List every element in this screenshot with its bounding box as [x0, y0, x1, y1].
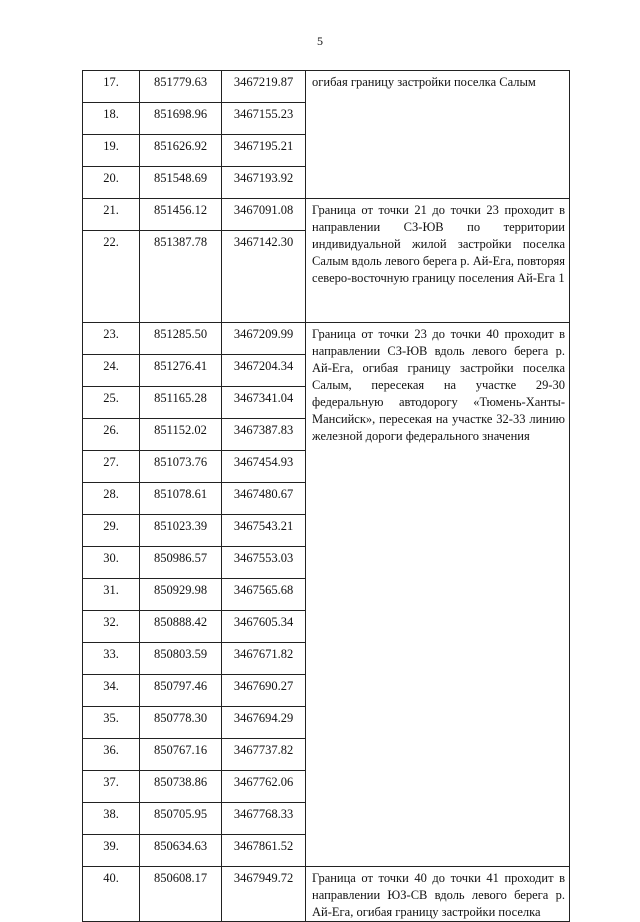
coord-y: 3467762.06 — [222, 771, 306, 803]
coord-y: 3467694.29 — [222, 707, 306, 739]
coord-y: 3467480.67 — [222, 483, 306, 515]
table-row — [83, 71, 570, 103]
coord-x: 851285.50 — [140, 323, 222, 355]
boundary-description: огибая границу застройки поселка Салым — [306, 71, 570, 199]
coord-x: 850986.57 — [140, 547, 222, 579]
table-row — [83, 323, 570, 355]
coord-x: 850778.30 — [140, 707, 222, 739]
boundary-description: Граница от точки 21 до точки 23 проходит в направлении СЗ-ЮВ по территории индивидуальной жилой застройки поселка Салым вдоль левого берега р. Ай-Ега, повторяя северо-восточную границу поселения Ай-Ега 1 — [306, 199, 570, 323]
coord-y: 3467737.82 — [222, 739, 306, 771]
coord-y: 3467209.99 — [222, 323, 306, 355]
coord-y: 3467949.72 — [222, 867, 306, 922]
coord-y: 3467219.87 — [222, 71, 306, 103]
table-row — [83, 199, 570, 231]
point-number: 18. — [83, 103, 140, 135]
point-number: 36. — [83, 739, 140, 771]
coord-y: 3467690.27 — [222, 675, 306, 707]
coord-x: 851626.92 — [140, 135, 222, 167]
boundary-description: Граница от точки 40 до точки 41 проходит в направлении ЮЗ-СВ вдоль левого берега р. Ай-Ега, огибая границу застройки поселка — [306, 867, 570, 922]
coord-x: 850767.16 — [140, 739, 222, 771]
coord-y: 3467565.68 — [222, 579, 306, 611]
point-number: 39. — [83, 835, 140, 867]
point-number: 33. — [83, 643, 140, 675]
point-number: 31. — [83, 579, 140, 611]
point-number: 40. — [83, 867, 140, 922]
coord-x: 850888.42 — [140, 611, 222, 643]
point-number: 21. — [83, 199, 140, 231]
coordinates-table — [82, 70, 570, 922]
point-number: 24. — [83, 355, 140, 387]
coord-x: 850738.86 — [140, 771, 222, 803]
point-number: 19. — [83, 135, 140, 167]
coord-y: 3467768.33 — [222, 803, 306, 835]
coord-x: 851387.78 — [140, 231, 222, 323]
coord-x: 851456.12 — [140, 199, 222, 231]
coord-y: 3467091.08 — [222, 199, 306, 231]
coord-x: 851165.28 — [140, 387, 222, 419]
coord-x: 851023.39 — [140, 515, 222, 547]
point-number: 27. — [83, 451, 140, 483]
table-row — [83, 867, 570, 922]
coord-y: 3467454.93 — [222, 451, 306, 483]
coord-y: 3467155.23 — [222, 103, 306, 135]
point-number: 29. — [83, 515, 140, 547]
point-number: 37. — [83, 771, 140, 803]
coord-y: 3467142.30 — [222, 231, 306, 323]
coord-y: 3467861.52 — [222, 835, 306, 867]
coord-x: 850634.63 — [140, 835, 222, 867]
coord-y: 3467387.83 — [222, 419, 306, 451]
point-number: 25. — [83, 387, 140, 419]
coord-x: 851698.96 — [140, 103, 222, 135]
coord-x: 850929.98 — [140, 579, 222, 611]
coord-y: 3467671.82 — [222, 643, 306, 675]
coord-y: 3467195.21 — [222, 135, 306, 167]
boundary-description: Граница от точки 23 до точки 40 проходит в направлении СЗ-ЮВ вдоль левого берега р. Ай-Ега, огибая границу застройки поселка Салым, пересекая на участке 29-30 федеральную автодорогу «Тюмень-Ханты-Мансийск», пересекая на участке 32-33 линию железной дороги федерального значения — [306, 323, 570, 867]
point-number: 38. — [83, 803, 140, 835]
coord-x: 851152.02 — [140, 419, 222, 451]
coord-y: 3467193.92 — [222, 167, 306, 199]
point-number: 26. — [83, 419, 140, 451]
point-number: 30. — [83, 547, 140, 579]
coord-y: 3467553.03 — [222, 547, 306, 579]
coord-y: 3467204.34 — [222, 355, 306, 387]
coord-y: 3467543.21 — [222, 515, 306, 547]
coord-x: 851073.76 — [140, 451, 222, 483]
coord-x: 851078.61 — [140, 483, 222, 515]
point-number: 32. — [83, 611, 140, 643]
coord-x: 851779.63 — [140, 71, 222, 103]
point-number: 20. — [83, 167, 140, 199]
coord-x: 851276.41 — [140, 355, 222, 387]
point-number: 35. — [83, 707, 140, 739]
coord-y: 3467605.34 — [222, 611, 306, 643]
coord-x: 850803.59 — [140, 643, 222, 675]
point-number: 17. — [83, 71, 140, 103]
point-number: 34. — [83, 675, 140, 707]
point-number: 28. — [83, 483, 140, 515]
coord-x: 850608.17 — [140, 867, 222, 922]
coord-x: 851548.69 — [140, 167, 222, 199]
coord-x: 850797.46 — [140, 675, 222, 707]
coord-x: 850705.95 — [140, 803, 222, 835]
point-number: 22. — [83, 231, 140, 323]
page-number: 5 — [317, 34, 323, 48]
coord-y: 3467341.04 — [222, 387, 306, 419]
point-number: 23. — [83, 323, 140, 355]
